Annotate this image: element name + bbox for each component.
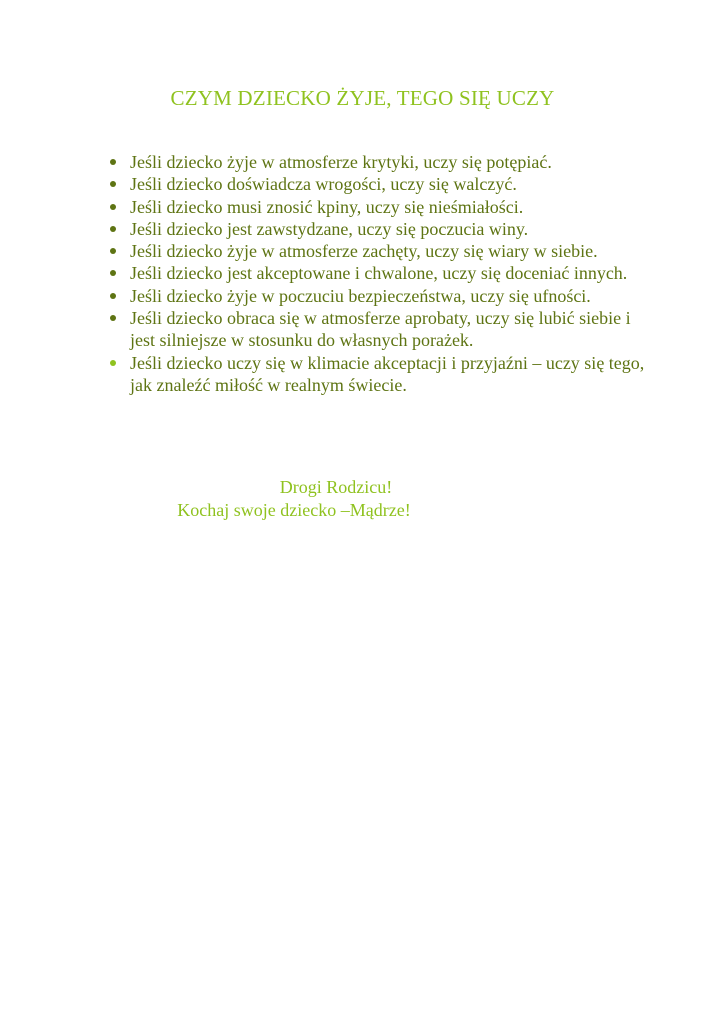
list-item-text: Jeśli dziecko obraca się w atmosferze aprobaty, uczy się lubić siebie i jest silniejsze w stosunku do własnych porażek. — [130, 308, 631, 351]
page-title: CZYM DZIECKO ŻYJE, TEGO SIĘ UCZY — [170, 86, 555, 110]
list-item-text: Jeśli dziecko żyje w atmosferze krytyki, uczy się potępiać. — [130, 152, 552, 172]
bullet-icon — [110, 270, 116, 276]
list-item — [108, 218, 648, 240]
bullet-icon — [110, 360, 116, 366]
list-item-text: Jeśli dziecko jest zawstydzane, uczy się poczucia winy. — [130, 218, 529, 239]
closing-advice: Kochaj swoje dziecko –Mądrze! — [177, 500, 411, 520]
closing-message — [0, 476, 672, 522]
list-item — [108, 196, 648, 218]
bullet-list — [108, 151, 648, 396]
list-item — [108, 307, 648, 352]
list-item — [108, 173, 648, 195]
bullet-icon — [110, 226, 116, 232]
list-item — [108, 240, 648, 262]
bullet-icon — [110, 248, 116, 254]
list-item — [108, 151, 648, 173]
list-item-text: Jeśli dziecko doświadcza wrogości, uczy się walczyć. — [130, 174, 517, 195]
bullet-icon — [110, 204, 116, 210]
bullet-icon — [110, 293, 116, 299]
bullet-icon — [110, 159, 116, 165]
list-item-text: Jeśli dziecko uczy się w klimacie akceptacji i przyjaźni – uczy się tego, jak znaleźć miłość w realnym świecie. — [130, 352, 645, 395]
closing-greeting: Drogi Rodzicu! — [279, 477, 393, 497]
list-item-text: Jeśli dziecko musi znosić kpiny, uczy się nieśmiałości. — [130, 196, 524, 217]
list-item-text: Jeśli dziecko żyje w atmosferze zachęty, uczy się wiary w siebie. — [130, 241, 598, 262]
list-item — [108, 352, 648, 397]
bullet-icon — [110, 315, 116, 321]
list-item — [108, 262, 648, 284]
list-item-text: Jeśli dziecko jest akceptowane i chwalone, uczy się doceniać innych. — [130, 263, 628, 284]
bullet-icon — [110, 181, 116, 187]
list-item-text: Jeśli dziecko żyje w poczuciu bezpieczeństwa, uczy się ufności. — [130, 285, 591, 306]
list-item — [108, 285, 648, 307]
